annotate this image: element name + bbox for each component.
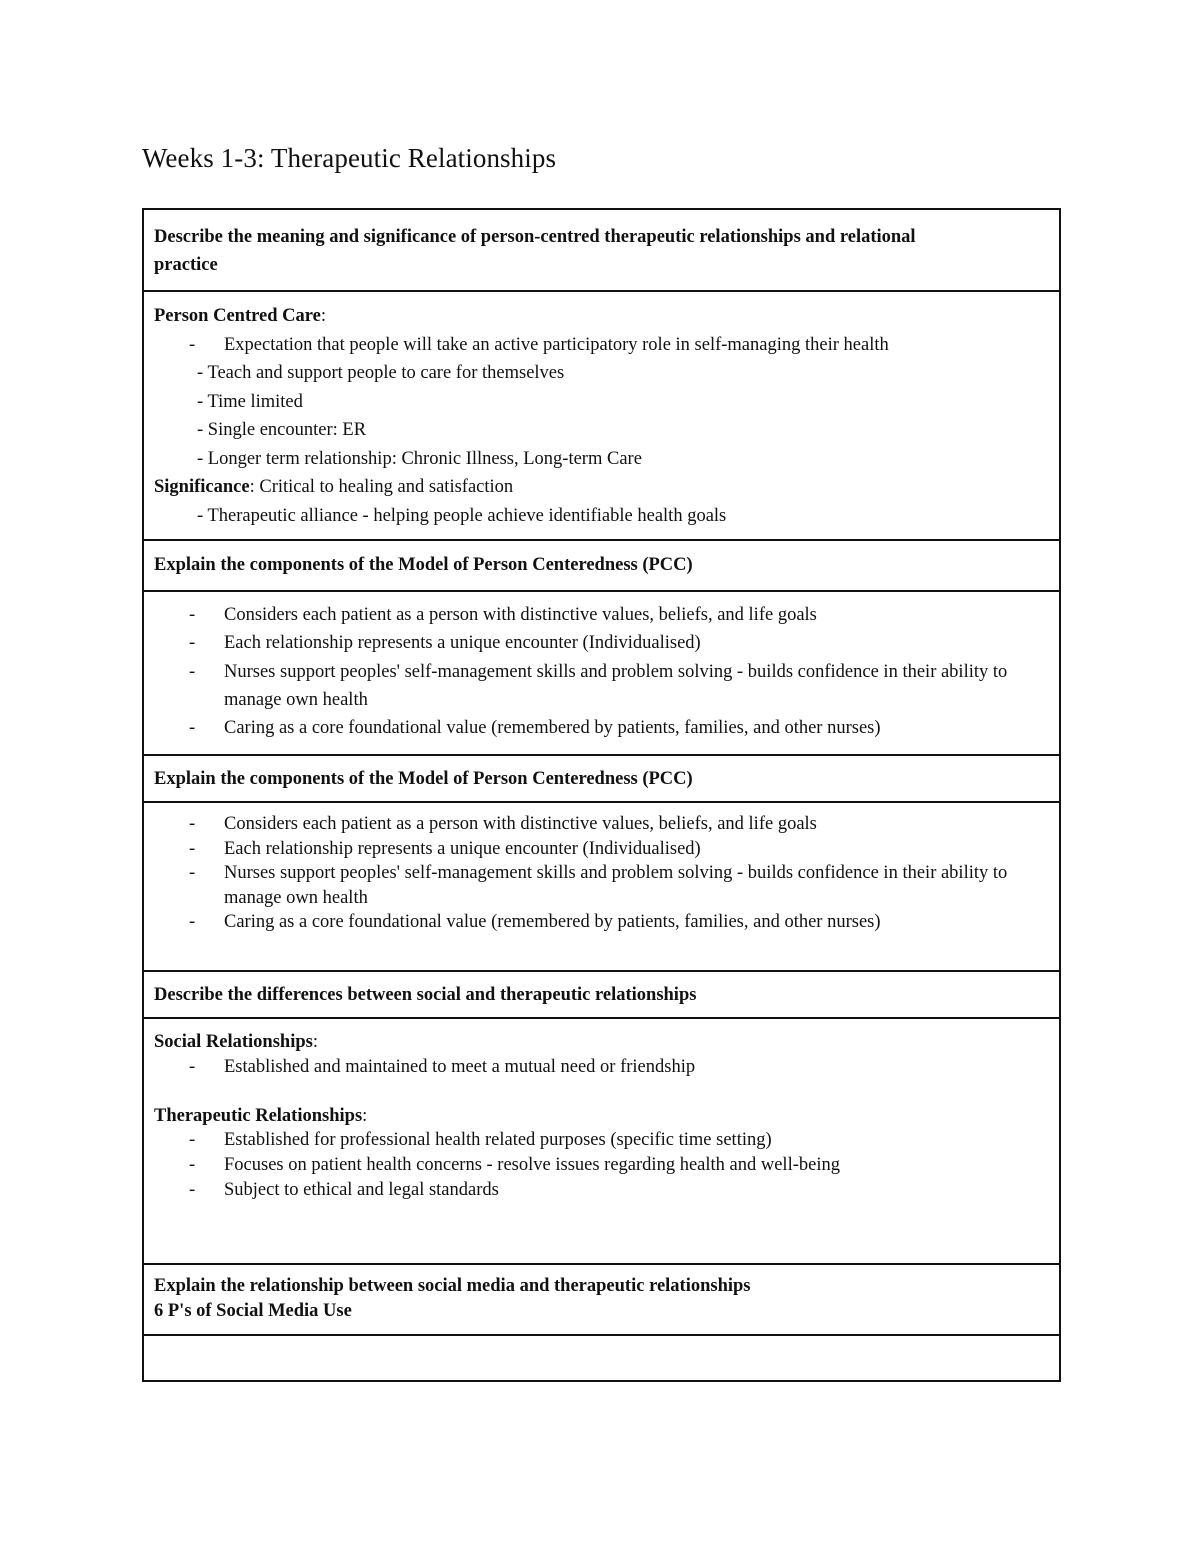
question-line: Describe the meaning and significance of person-centred therapeutic relationships and relational [154,227,916,247]
subheading-therapeutic-relationships: Therapeutic Relationships [154,1105,363,1126]
notes-table [142,208,1061,1382]
dash-line: - Time limited [197,391,303,412]
bullet-list [154,331,1049,360]
question-cell [144,1263,1059,1334]
subheading-colon: : [362,1105,368,1126]
significance-text: : Critical to healing and satisfaction [249,477,514,497]
bullet-item: - Nurses support peoples' self-management skills and problem solving - builds confidence in their ability to manage own health [154,658,1049,715]
bullet-item: - Considers each patient as a person with distinctive values, beliefs, and life goals [154,601,1049,629]
answer-cell [144,590,1059,754]
bullet-item: - Subject to ethical and legal standards [154,1178,1049,1203]
question-cell [144,754,1059,801]
subheading-line [154,1030,1049,1055]
question-line: practice [154,255,218,275]
subheading-line [154,302,1049,331]
answer-cell [144,290,1059,539]
bullet-item: - Established and maintained to meet a mutual need or friendship [154,1055,1049,1080]
bullet-item: - Caring as a core foundational value (remembered by patients, families, and other nurses) [154,910,1049,935]
dash-line: - Teach and support people to care for themselves [197,363,565,383]
subheading-social-relationships: Social Relationships [154,1032,313,1052]
bullet-item: - Considers each patient as a person with distinctive values, beliefs, and life goals [154,812,1049,837]
subheading-colon: : [312,1032,318,1052]
question-cell [144,539,1059,590]
bullet-item: - Focuses on patient health concerns - resolve issues regarding health and well-being [154,1153,1049,1178]
subheading-line [154,1104,1049,1129]
answer-cell [144,801,1059,970]
question-cell [144,210,1059,290]
dash-line: - Single encounter: ER [197,420,367,440]
bullet-list [154,1055,1049,1080]
dash-line: - Longer term relationship: Chronic Illness, Long-term Care [197,448,642,469]
subheading-colon: : [320,306,326,326]
page-title: Weeks 1-3: Therapeutic Relationships [142,143,557,173]
bullet-item: - Caring as a core foundational value (remembered by patients, families, and other nurses) [154,714,1049,742]
subheading-significance: Significance [154,477,250,497]
bullet-list [154,601,1049,742]
question-text: Explain the components of the Model of Person Centeredness (PCC) [154,555,693,575]
answer-cell [144,1017,1059,1263]
blank-line [154,1079,1049,1104]
bullet-item: - Established for professional health related purposes (specific time setting) [154,1128,1049,1153]
bullet-item: - Each relationship represents a unique encounter (Individualised) [154,629,1049,657]
significance-line [154,473,1049,502]
bullet-item: - Expectation that people will take an active participatory role in self-managing their health [154,331,1049,360]
subheading-person-centred-care: Person Centred Care [154,306,321,326]
question-cell [144,970,1059,1017]
answer-cell-empty [144,1334,1059,1380]
bullet-item: - Nurses support peoples' self-management skills and problem solving - builds confidence in their ability to manage own health [154,861,1049,910]
question-line: 6 P's of Social Media Use [154,1301,352,1321]
bullet-list [154,1128,1049,1202]
bullet-item: - Each relationship represents a unique encounter (Individualised) [154,837,1049,862]
question-text: Explain the components of the Model of Person Centeredness (PCC) [154,769,693,789]
bullet-list [154,812,1049,935]
question-line: Explain the relationship between social media and therapeutic relationships [154,1276,751,1296]
question-text: Describe the differences between social and therapeutic relationships [154,985,697,1005]
dash-line: - Therapeutic alliance - helping people achieve identifiable health goals [197,505,727,526]
